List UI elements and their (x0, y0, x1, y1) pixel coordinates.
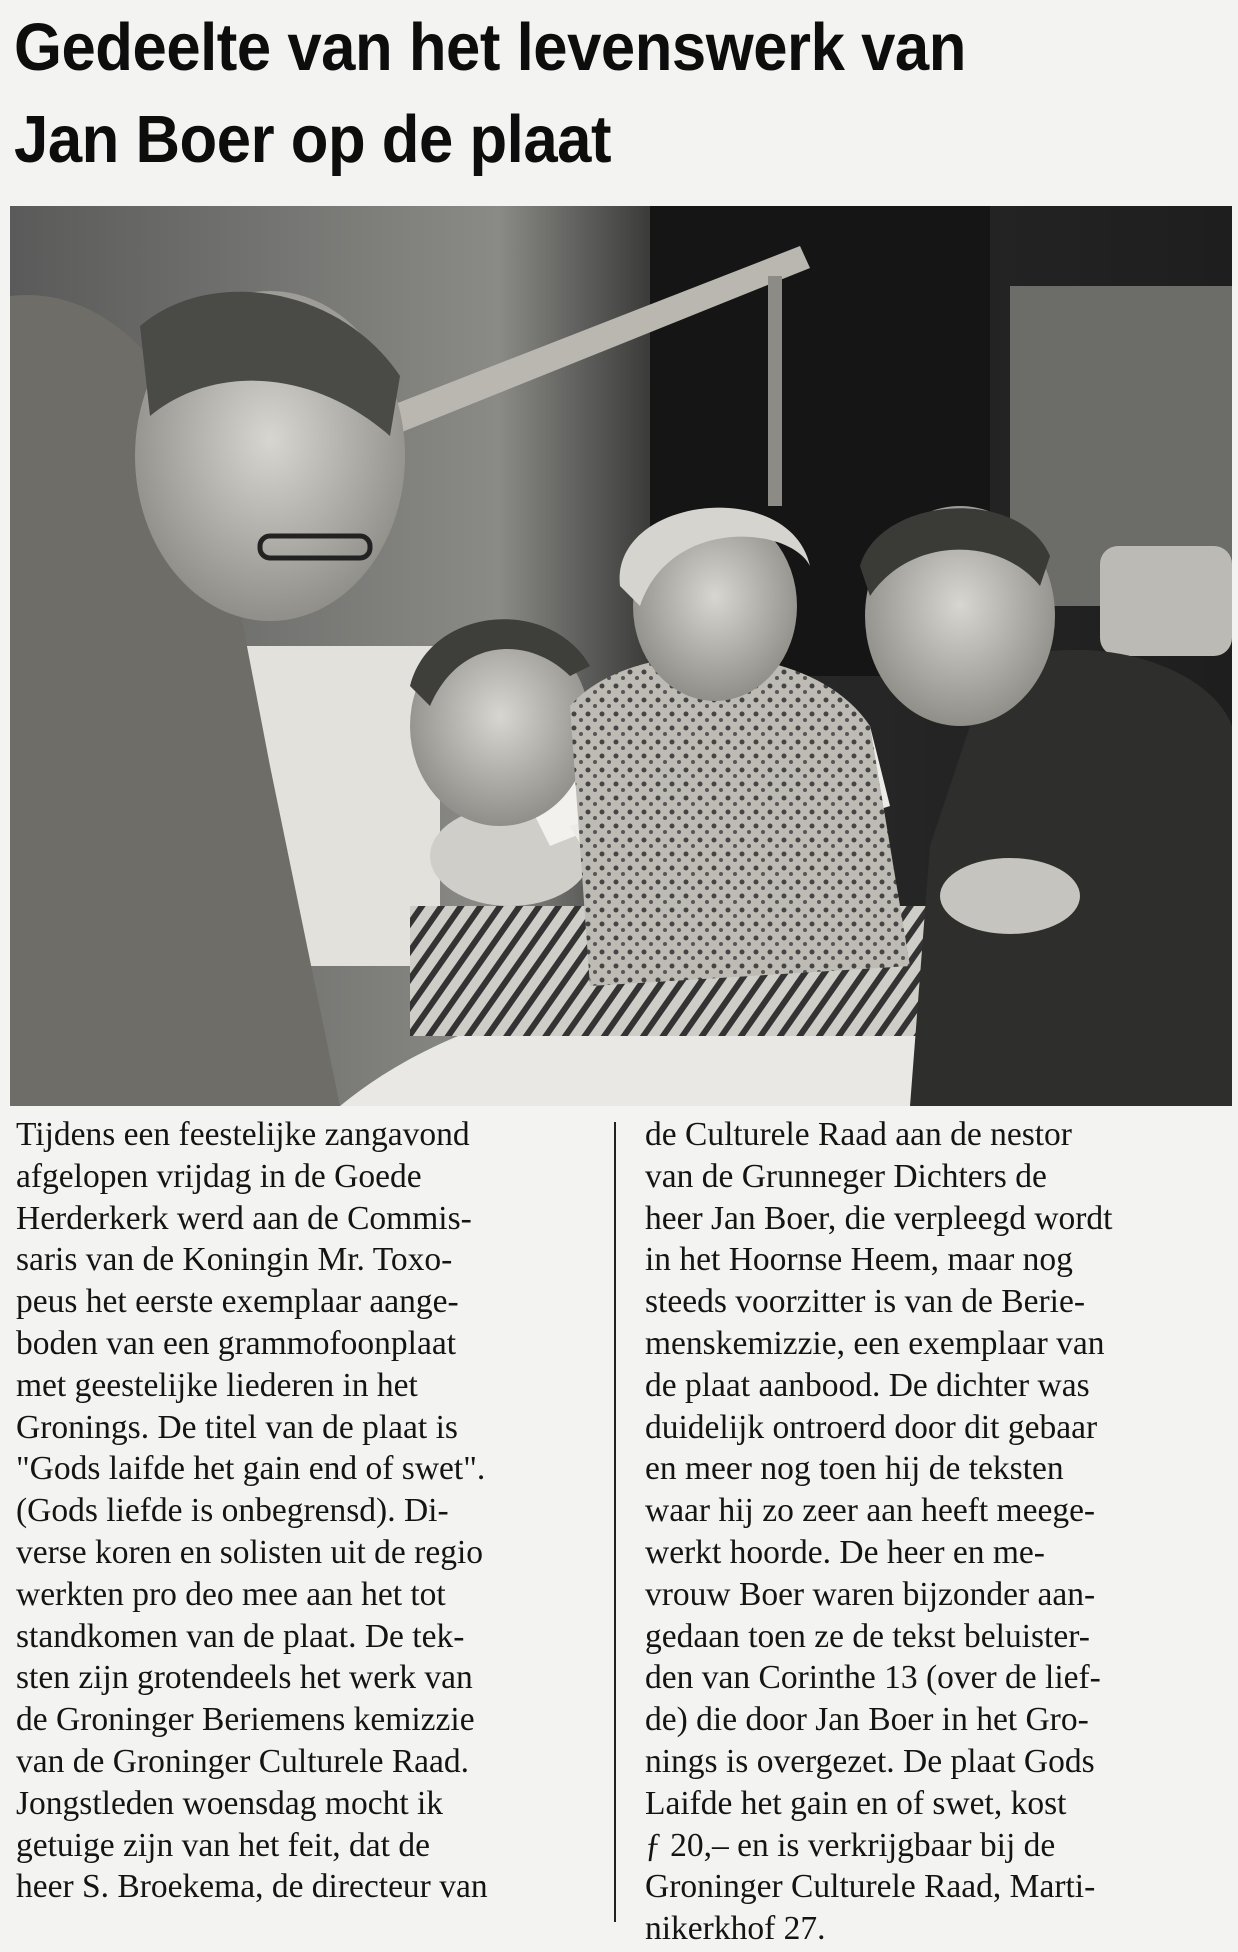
photo-illustration (10, 206, 1232, 1106)
article-column-right (645, 1114, 1227, 1950)
headline-line-2: Jan Boer op de plaat (14, 102, 612, 177)
headline (14, 2, 1100, 186)
headline-line-1: Gedeelte van het levenswerk van (14, 10, 966, 85)
article-column-left (16, 1114, 588, 1908)
column-divider (614, 1122, 616, 1922)
article-text-left: Tijdens een feestelijke zangavond afgelopen vrijdag in de Goede Herderkerk werd aan de Commis- saris van de Koningin Mr. Toxo- peus het eerste exemplaar aange- boden van een grammofoonplaat met geestelijke liederen in het Gronings. De titel van de plaat is "Gods laifde het gain end of swet". (Gods liefde is onbegrensd). Di- verse koren en solisten uit de regio werkten pro deo mee aan het tot standkomen van de plaat. De tek- sten zijn grotendeels het werk van de Groninger Beriemens kemizzie van de Groninger Culturele Raad. Jongstleden woensdag mocht ik getuige zijn van het feit, dat de heer S. Broekema, de directeur van (16, 1116, 488, 1906)
article-text-right: de Culturele Raad aan de nestor van de Grunneger Dichters de heer Jan Boer, die verpleegd wordt in het Hoornse Heem, maar nog steeds voorzitter is van de Berie- menskemizzie, een exemplaar van de plaat aanbood. De dichter was duidelijk ontroerd door dit gebaar en meer nog toen hij de teksten waar hij zo zeer aan heeft meege- werkt hoorde. De heer en me- vrouw Boer waren bijzonder aan- gedaan toen ze de tekst beluister- den van Corinthe 13 (over de lief- de) die door Jan Boer in het Gro- nings is overgezet. De plaat Gods Laifde het gain en of swet, kost ƒ 20,– en is verkrijgbaar bij de Groninger Culturele Raad, Marti- nikerkhof 27. (645, 1116, 1113, 1948)
news-photo (10, 206, 1232, 1106)
